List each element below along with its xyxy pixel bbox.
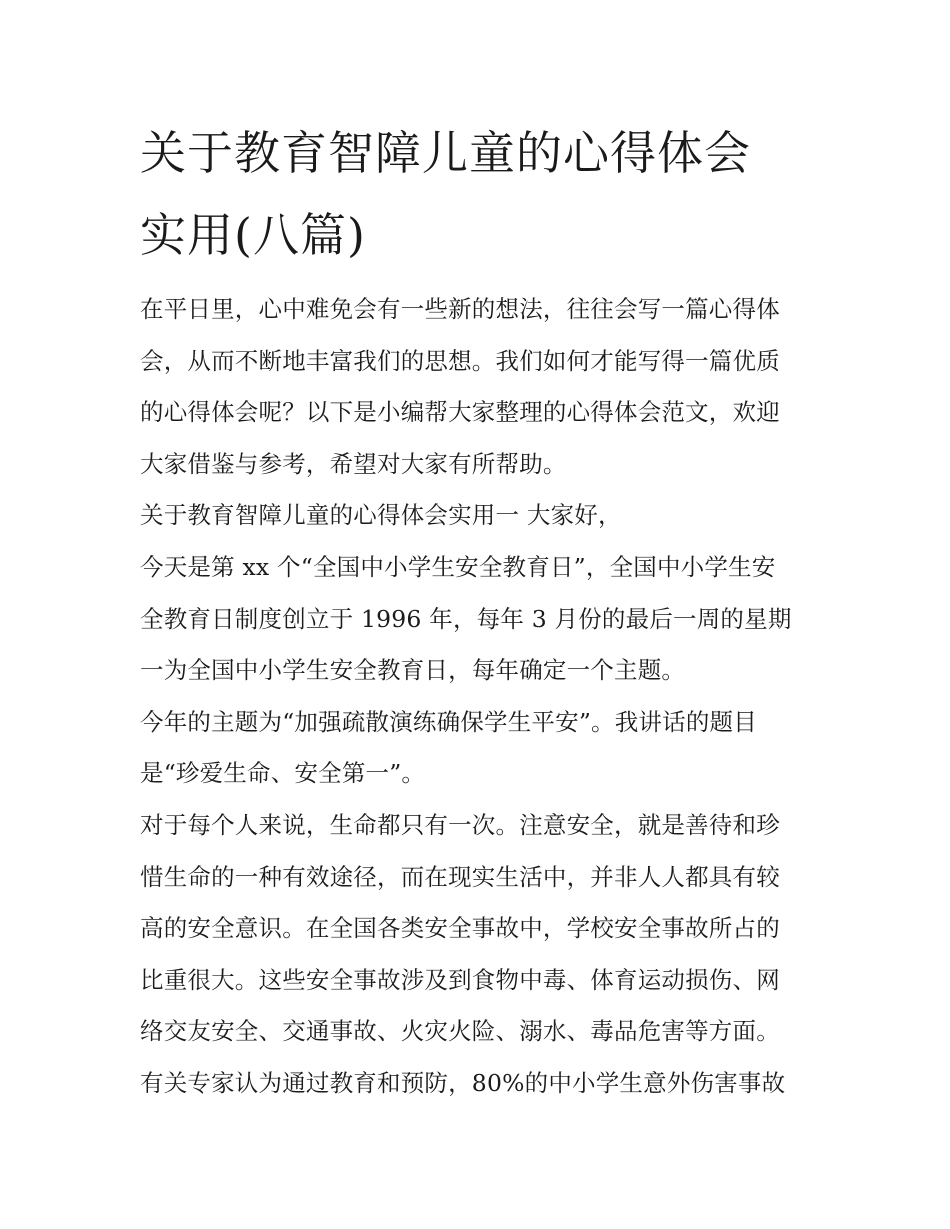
text-line: 的心得体会呢？以下是小编帮大家整理的心得体会范文，欢迎 bbox=[140, 398, 780, 427]
text-line: 今天是第 xx 个“全国中小学生安全教育日”，全国中小学生安 bbox=[140, 552, 776, 581]
section-heading-paragraph bbox=[140, 490, 820, 542]
text-line: 络交友安全、交通事故、火灾火险、溺水、毒品危害等方面。 bbox=[140, 1017, 780, 1046]
text-line: 关于教育智障儿童的心得体会实用一 大家好， bbox=[140, 501, 622, 530]
title-line: 实用(八篇) bbox=[140, 208, 366, 262]
document-page bbox=[140, 112, 820, 1110]
document-title bbox=[140, 112, 820, 276]
text-line: 一为全国中小学生安全教育日，每年确定一个主题。 bbox=[140, 656, 686, 685]
body-paragraph bbox=[140, 800, 820, 1110]
body-paragraph bbox=[140, 542, 820, 697]
text-line: 是“珍爱生命、安全第一”。 bbox=[140, 759, 426, 788]
text-line: 比重很大。这些安全事故涉及到食物中毒、体育运动损伤、网 bbox=[140, 965, 780, 994]
text-line: 全教育日制度创立于 1996 年，每年 3 月份的最后一周的星期 bbox=[140, 604, 792, 633]
body-paragraph bbox=[140, 697, 820, 800]
text-line: 对于每个人来说，生命都只有一次。注意安全，就是善待和珍 bbox=[140, 810, 780, 839]
text-line: 今年的主题为“加强疏散演练确保学生平安”。我讲话的题目 bbox=[140, 707, 757, 736]
text-line: 惜生命的一种有效途径，而在现实生活中，并非人人都具有较 bbox=[140, 862, 780, 891]
title-line: 关于教育智障儿童的心得体会 bbox=[140, 126, 751, 180]
intro-paragraph bbox=[140, 284, 820, 490]
text-line: 大家借鉴与参考，希望对大家有所帮助。 bbox=[140, 449, 567, 478]
text-line: 在平日里，心中难免会有一些新的想法，往往会写一篇心得体 bbox=[140, 295, 780, 323]
text-line: 有关专家认为通过教育和预防，80%的中小学生意外伤害事故 bbox=[140, 1068, 786, 1097]
text-line: 高的安全意识。在全国各类安全事故中，学校安全事故所占的 bbox=[140, 914, 780, 943]
text-line: 会，从而不断地丰富我们的思想。我们如何才能写得一篇优质 bbox=[140, 346, 780, 375]
